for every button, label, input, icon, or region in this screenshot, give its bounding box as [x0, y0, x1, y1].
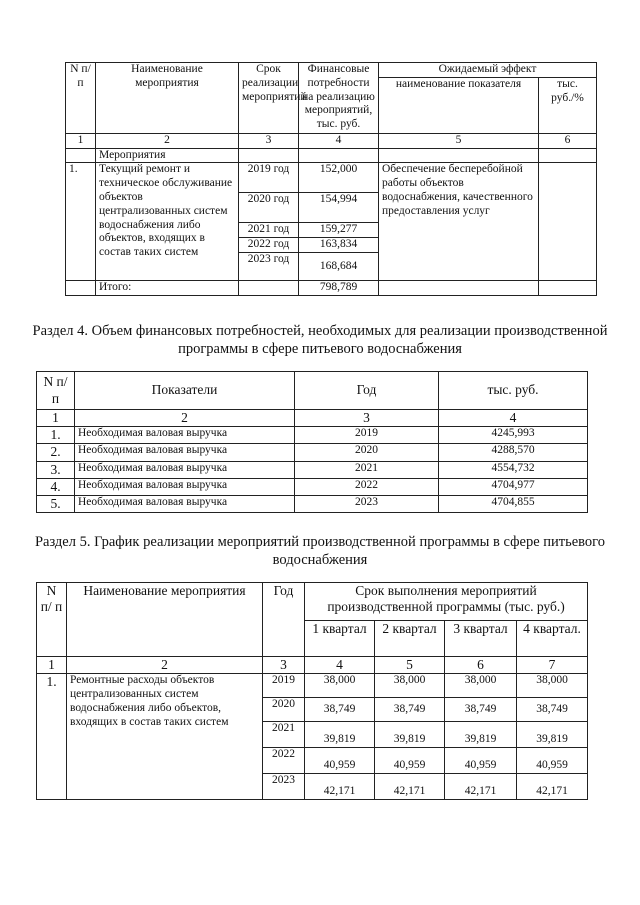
- activities-table: [65, 62, 597, 296]
- row-q2: 42,171: [375, 774, 445, 800]
- item-value: 159,277: [299, 223, 379, 238]
- item-year: 2023 год: [239, 253, 299, 281]
- row-value: 4245,993: [439, 427, 588, 444]
- index-cell: 6: [539, 133, 597, 148]
- financial-needs-table: [36, 371, 588, 513]
- section5-title: Раздел 5. График реализации мероприятий производственной программы в сфере питьевого водоснабжения: [34, 534, 606, 568]
- row-name: Необходимая валовая выручка: [75, 478, 295, 495]
- row-num: 4.: [37, 478, 75, 495]
- row-q4: 38,000: [517, 674, 588, 698]
- row-q4: 38,749: [517, 698, 588, 722]
- row-name: Необходимая валовая выручка: [75, 495, 295, 512]
- header-year: Год: [263, 583, 305, 657]
- row-q1: 38,000: [305, 674, 375, 698]
- row-value: 4704,977: [439, 478, 588, 495]
- row-year: 2023: [295, 495, 439, 512]
- table-row: [37, 478, 588, 495]
- row-num: 5.: [37, 495, 75, 512]
- row-name: Необходимая валовая выручка: [75, 461, 295, 478]
- index-cell: 3: [295, 410, 439, 427]
- row-q1: 42,171: [305, 774, 375, 800]
- row-q3: 42,171: [445, 774, 517, 800]
- header-q2: 2 квартал: [375, 621, 445, 657]
- header-year: Год: [295, 372, 439, 410]
- row-q2: 38,000: [375, 674, 445, 698]
- index-cell: 1: [37, 657, 67, 674]
- row-year: 2022: [263, 748, 305, 774]
- header-name: Наименование мероприятия: [96, 63, 239, 134]
- header-indicators: Показатели: [75, 372, 295, 410]
- item-value: 154,994: [299, 193, 379, 223]
- row-name: Необходимая валовая выручка: [75, 444, 295, 461]
- index-cell: 4: [305, 657, 375, 674]
- item-value: 168,684: [299, 253, 379, 281]
- row-num: 3.: [37, 461, 75, 478]
- row-num: 1.: [37, 427, 75, 444]
- index-cell: 7: [517, 657, 588, 674]
- index-cell: 1: [37, 410, 75, 427]
- index-cell: 3: [239, 133, 299, 148]
- row-q2: 39,819: [375, 722, 445, 748]
- item-year: 2019 год: [239, 163, 299, 193]
- item-effect: Обеспечение бесперебойной работы объектов водоснабжения, качественного предоставления услуг: [379, 163, 539, 281]
- item-name: Ремонтные расходы объектов централизованных систем водоснабжения либо объектов, входящих в состав таких систем: [67, 674, 263, 800]
- index-cell: 2: [75, 410, 295, 427]
- table-row: [37, 427, 588, 444]
- item-year: 2022 год: [239, 238, 299, 253]
- section4-title: Раздел 4. Объем финансовых потребностей, необходимых для реализации производственной программы в сфере питьевого водоснабжения: [32, 323, 608, 357]
- row-q3: 38,749: [445, 698, 517, 722]
- row-name: Необходимая валовая выручка: [75, 427, 295, 444]
- row-q1: 40,959: [305, 748, 375, 774]
- header-q4: 4 квартал.: [517, 621, 588, 657]
- total-label: Итого:: [96, 281, 239, 296]
- row-q4: 40,959: [517, 748, 588, 774]
- row-q1: 38,749: [305, 698, 375, 722]
- item-num: 1.: [66, 163, 96, 281]
- schedule-table: [36, 582, 588, 800]
- index-cell: 4: [299, 133, 379, 148]
- item-year: 2021 год: [239, 223, 299, 238]
- item-value: 163,834: [299, 238, 379, 253]
- row-year: 2019: [295, 427, 439, 444]
- section-label: Мероприятия: [96, 148, 239, 163]
- item-name: Текущий ремонт и техническое обслуживание объектов централизованных систем водоснабжения либо объектов, входящих в состав таких систем: [96, 163, 239, 281]
- row-year: 2020: [263, 698, 305, 722]
- index-cell: 2: [96, 133, 239, 148]
- row-q2: 38,749: [375, 698, 445, 722]
- header-effect: Ожидаемый эффект: [379, 63, 597, 78]
- header-q3: 3 квартал: [445, 621, 517, 657]
- header-unit: тыс. руб./%: [539, 77, 597, 133]
- table-row: [37, 674, 588, 698]
- header-name: Наименование мероприятия: [67, 583, 263, 657]
- total-value: 798,789: [299, 281, 379, 296]
- index-cell: 3: [263, 657, 305, 674]
- item-value: 152,000: [299, 163, 379, 193]
- index-cell: 5: [379, 133, 539, 148]
- row-year: 2022: [295, 478, 439, 495]
- row-value: 4554,732: [439, 461, 588, 478]
- row-num: 2.: [37, 444, 75, 461]
- row-year: 2021: [295, 461, 439, 478]
- header-q1: 1 квартал: [305, 621, 375, 657]
- index-cell: 6: [445, 657, 517, 674]
- table-row: [37, 495, 588, 512]
- item-num: 1.: [37, 674, 67, 800]
- header-num: N п/п: [37, 372, 75, 410]
- row-q1: 39,819: [305, 722, 375, 748]
- table-row: [37, 461, 588, 478]
- header-fin: Финансовые потребности на реализацию мероприятий, тыс. руб.: [299, 63, 379, 134]
- header-term: Срок выполнения мероприятий производственной программы (тыс. руб.): [305, 583, 588, 621]
- row-q4: 39,819: [517, 722, 588, 748]
- header-num: N п/ п: [37, 583, 67, 657]
- header-term: Срок реализации мероприятий: [239, 63, 299, 134]
- header-num: N п/п: [66, 63, 96, 134]
- row-q2: 40,959: [375, 748, 445, 774]
- index-cell: 5: [375, 657, 445, 674]
- table-row: [37, 444, 588, 461]
- row-q3: 38,000: [445, 674, 517, 698]
- row-value: 4704,855: [439, 495, 588, 512]
- row-q3: 40,959: [445, 748, 517, 774]
- row-value: 4288,570: [439, 444, 588, 461]
- row-q4: 42,171: [517, 774, 588, 800]
- item-year: 2020 год: [239, 193, 299, 223]
- index-cell: 4: [439, 410, 588, 427]
- row-year: 2023: [263, 774, 305, 800]
- row-year: 2019: [263, 674, 305, 698]
- row-q3: 39,819: [445, 722, 517, 748]
- row-year: 2020: [295, 444, 439, 461]
- row-year: 2021: [263, 722, 305, 748]
- index-cell: 1: [66, 133, 96, 148]
- index-cell: 2: [67, 657, 263, 674]
- header-amount: тыс. руб.: [439, 372, 588, 410]
- header-indicator: наименование показателя: [379, 77, 539, 133]
